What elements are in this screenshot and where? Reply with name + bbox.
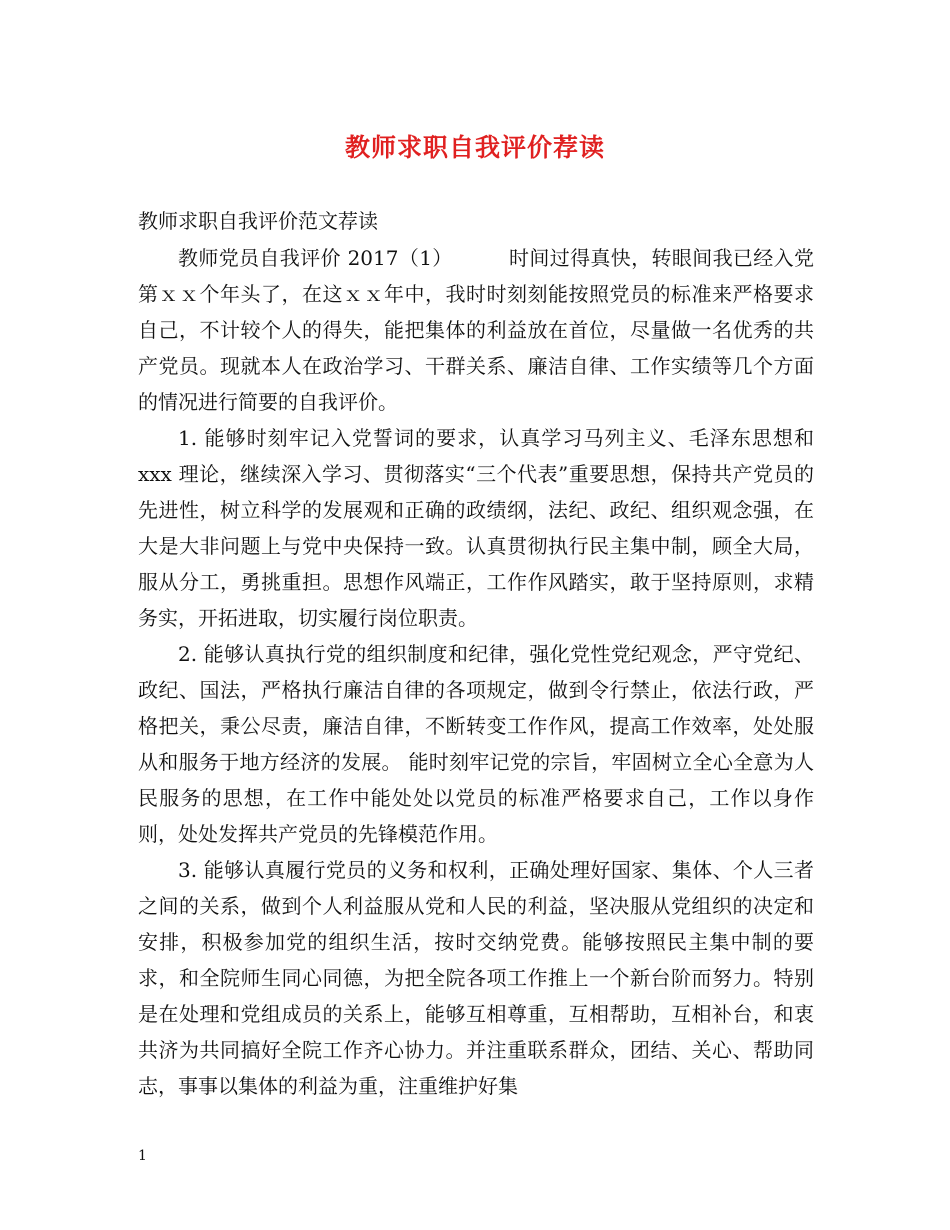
document-subtitle: 教师求职自我评价范文荐读 [138,209,378,233]
document-title: 教师求职自我评价荐读 [344,133,605,162]
intro-text: 时间过得真快，转眼间我已经入党第ｘｘ个年头了，在这ｘｘ年中，我时时刻刻能按照党员的标准来严格要求自己，不计较个人的得失，能把集体的利益放在首位，尽量做一名优秀的共产党员。现就本人在政治学习、干群关系、廉洁自律、工作实绩等几个方面的情况进行简要的自我评价。 [138,246,815,414]
intro-paragraph [138,240,814,420]
document-body [138,240,814,1104]
page-number: 1 [138,1148,147,1164]
point-1-paragraph: 1. 能够时刻牢记入党誓词的要求，认真学习马列主义、毛泽东思想和 xxx 理论，继续深入学习、贯彻落实“三个代表”重要思想，保持共产党员的先进性，树立科学的发展观和正确的政绩纲，法纪、政纪、组织观念强，在大是大非问题上与党中央保持一致。认真贯彻执行民主集中制，顾全大局，服从分工，勇挑重担。思想作风端正，工作作风踏实，敢于坚持原则，求精务实，开拓进取，切实履行岗位职责。 [138,426,814,630]
intro-heading: 教师党员自我评价 2017（1） [178,246,453,270]
point-3-paragraph: 3. 能够认真履行党员的义务和权利，正确处理好国家、集体、个人三者之间的关系，做到个人利益服从党和人民的利益，坚决服从党组织的决定和安排，积极参加党的组织生活，按时交纳党费。能够按照民主集中制的要求，和全院师生同心同德，为把全院各项工作推上一个新台阶而努力。特别是在处理和党组成员的关系上，能够互相尊重，互相帮助，互相补台，和衷共济为共同搞好全院工作齐心协力。并注重联系群众，团结、关心、帮助同志，事事以集体的利益为重，注重维护好集 [138,858,814,1098]
point-2-paragraph: 2. 能够认真执行党的组织制度和纪律，强化党性党纪观念，严守党纪、政纪、国法，严格执行廉洁自律的各项规定，做到令行禁止，依法行政，严格把关，秉公尽责，廉洁自律，不断转变工作作风，提高工作效率，处处服从和服务于地方经济的发展。 能时刻牢记党的宗旨，牢固树立全心全意为人民服务的思想，在工作中能处处以党员的标准严格要求自己，工作以身作则，处处发挥共产党员的先锋模范作用。 [138,642,814,846]
